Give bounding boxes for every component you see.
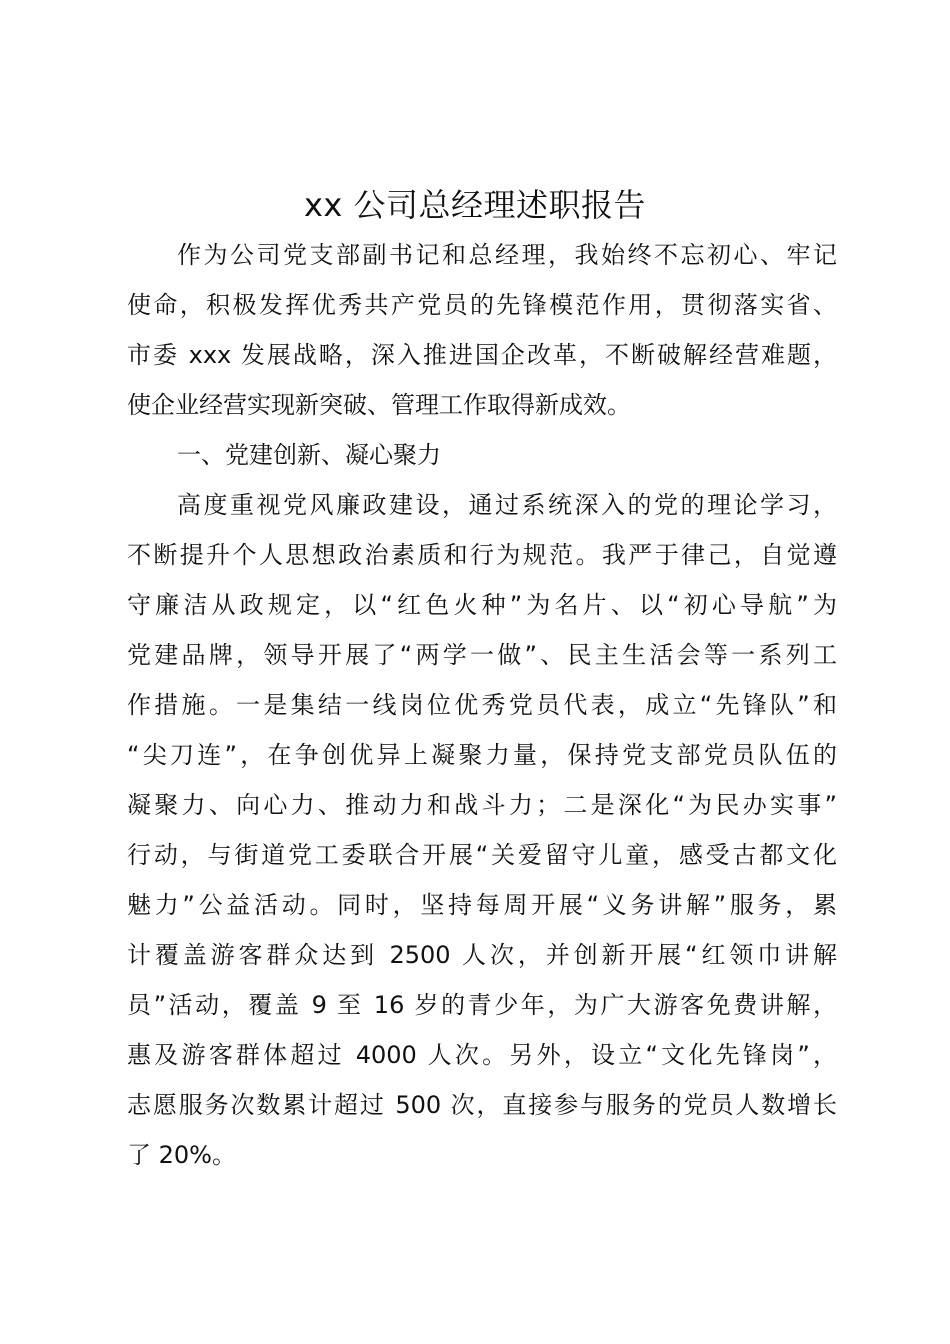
paragraph-2-line-8: 行动，与街道党工委联合开展“关爱留守儿童，感受古都文化 [127,841,837,869]
paragraph-2-line-4: 党建品牌，领导开展了“两学一做”、民主生活会等一系列工 [127,641,837,669]
paragraph-2-line-1: 高度重视党风廉政建设，通过系统深入的党的理论学习， [177,491,837,519]
paragraph-2-line-3: 守廉洁从政规定，以“红色火种”为名片、以“初心导航”为 [127,591,837,619]
section-heading-1: 一、党建创新、凝心聚力 [177,441,441,469]
paragraph-1-line-2: 使命，积极发挥优秀共产党员的先锋模范作用，贯彻落实省、 [127,291,837,319]
paragraph-2-line-6: “尖刀连”，在争创优异上凝聚力量，保持党支部党员队伍的 [127,741,837,769]
paragraph-2-line-2: 不断提升个人思想政治素质和行为规范。我严于律己，自觉遵 [127,541,837,569]
paragraph-1-line-1: 作为公司党支部副书记和总经理，我始终不忘初心、牢记 [177,241,837,269]
paragraph-1-line-3: 市委 xxx 发展战略，深入推进国企改革，不断破解经营难题， [127,341,837,369]
document-title: xx 公司总经理述职报告 [303,186,647,224]
paragraph-1-line-4: 使企业经营实现新突破、管理工作取得新成效。 [127,391,631,419]
paragraph-2-line-11: 员”活动，覆盖 9 至 16 岁的青少年，为广大游客免费讲解， [127,991,837,1019]
paragraph-2-line-14: 了 20%。 [127,1141,236,1169]
paragraph-2-line-12: 惠及游客群体超过 4000 人次。另外，设立“文化先锋岗”， [127,1041,837,1069]
paragraph-2-line-9: 魅力”公益活动。同时，坚持每周开展“义务讲解”服务，累 [127,891,837,919]
paragraph-2-line-5: 作措施。一是集结一线岗位优秀党员代表，成立“先锋队”和 [127,691,837,719]
paragraph-2-line-10: 计覆盖游客群众达到 2500 人次，并创新开展“红领巾讲解 [127,941,837,969]
document-body [127,230,837,1180]
paragraph-2-line-7: 凝聚力、向心力、推动力和战斗力；二是深化“为民办实事” [127,791,837,819]
paragraph-2-line-13: 志愿服务次数累计超过 500 次，直接参与服务的党员人数增长 [127,1091,837,1119]
